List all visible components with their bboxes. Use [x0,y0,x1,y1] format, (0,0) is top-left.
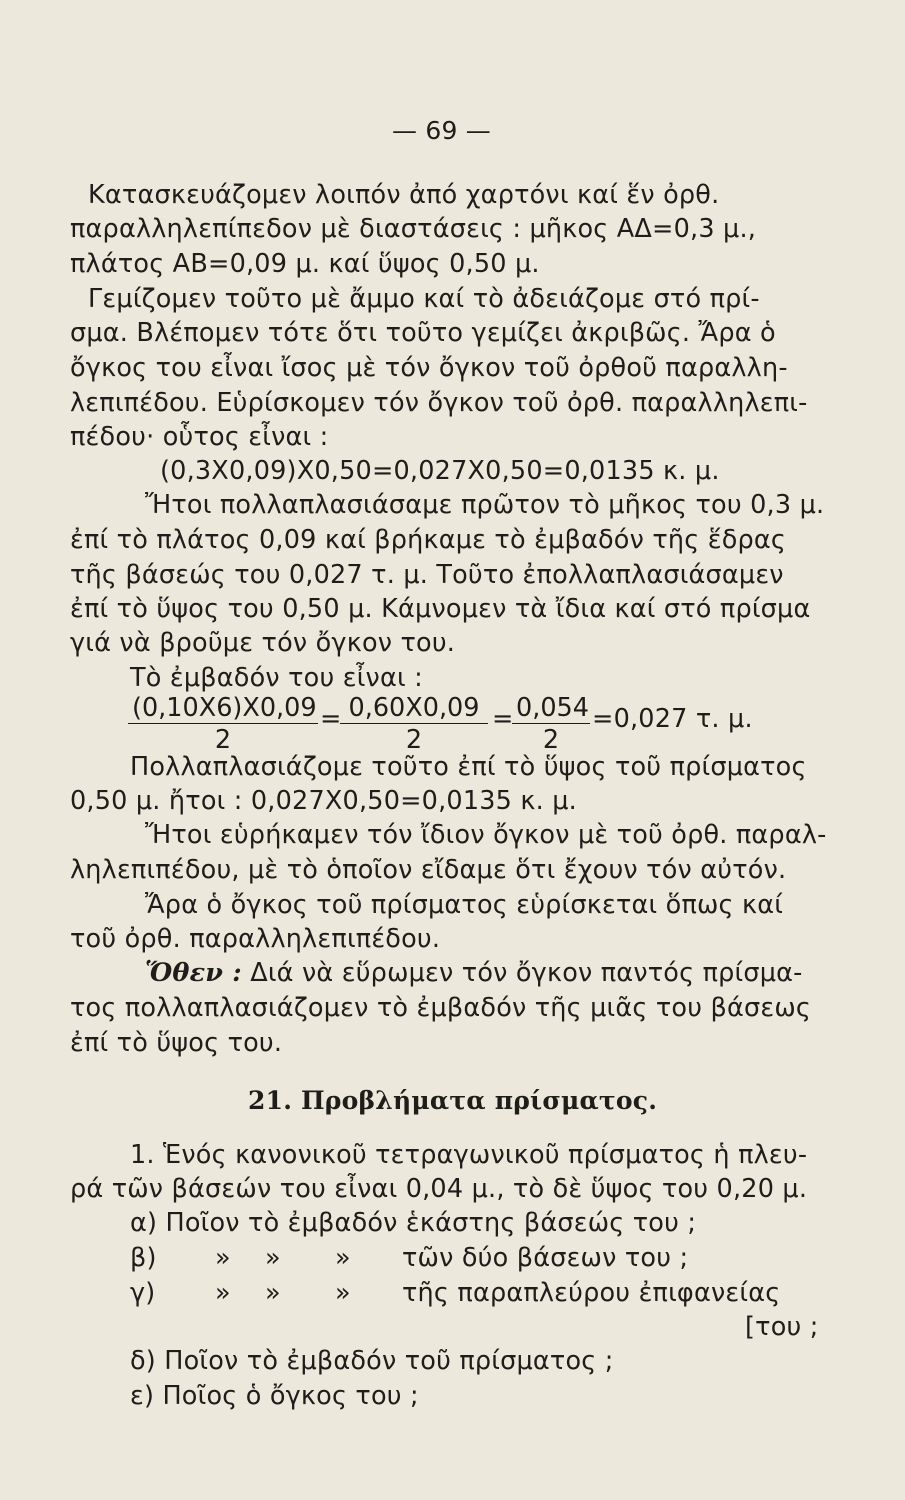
equation-line: (0,3Χ0,09)Χ0,50=0,027Χ0,50=0,0135 κ. μ. [160,456,720,486]
text-line: σμα. Βλέπομεν τότε ὅτι τοῦτο γεμίζει ἀκριβῶς. Ἄρα ὁ [70,318,776,348]
fraction-3-numerator: 0,054 [512,694,590,724]
question-a: α) Ποῖον τὸ ἐμβαδόν ἑκάστης βάσεώς του ; [130,1208,697,1238]
text-line: Ἄρα ὁ ὄγκος τοῦ πρίσματος εὑρίσκεται ὅπως καί [145,890,784,920]
fraction-1-denominator: 2 [214,725,232,755]
text-line: τος πολλαπλασιάζομεν τὸ ἐμβαδόν τῆς μιᾶς του βάσεως [70,993,812,1023]
text-line: Ἤτοι εὑρήκαμεν τόν ἴδιον ὄγκον μὲ τοῦ ὀρθ. παραλ- [145,820,827,850]
text-line: τῆς βάσεώς του 0,027 τ. μ. Τοῦτο ἐπολλαπλασιάσαμεν [70,560,784,590]
text-line-content: Κατασκευάζομεν λοιπόν ἀπό χαρτόνι καί ἕν ὀρθ. [88,180,720,210]
text-line: ἐπί τὸ ὕψος του 0,50 μ. Κάμνομεν τὰ ἴδια καί στό πρίσμα [70,594,811,624]
question-c-continuation: [του ; [745,1312,819,1342]
text-line: ὄγκος του εἶναι ἴσος μὲ τόν ὄγκον τοῦ ὀρθοῦ παραλλη- [70,353,788,383]
ditto-mark: » [265,1278,281,1308]
text-line [88,180,823,210]
question-b-text: τῶν δύο βάσεων του ; [402,1243,689,1273]
question-c-text: τῆς παραπλεύρου ἐπιφανείας [402,1278,781,1308]
problem-line: ρά τῶν βάσεών του εἶναι 0,04 μ., τὸ δὲ ὕψος του 0,20 μ. [70,1174,808,1204]
question-b-label: β) [130,1243,157,1273]
rule-line [145,958,803,988]
question-e: ε) Ποῖος ὁ ὄγκος του ; [130,1381,419,1411]
problem-line: 1. Ἑνός κανονικοῦ τετραγωνικοῦ πρίσματος ἡ πλευ- [130,1140,808,1170]
question-c-label: γ) [130,1278,156,1308]
page-number: — 69 — [392,116,491,145]
hence-text: Διά νὰ εὕρωμεν τόν ὄγκον παντός πρίσμα- [241,958,803,988]
section-heading: 21. Προβλήματα πρίσματος. [248,1086,658,1115]
text-line: Γεμίζομεν τοῦτο μὲ ἄμμο καί τὸ ἀδειάζομε στό πρί- [88,284,760,314]
ditto-mark: » [215,1278,231,1308]
text-line: Πολλαπλασιάζομε τοῦτο ἐπί τὸ ὕψος τοῦ πρίσματος [130,752,807,782]
fraction-2-denominator: 2 [405,725,423,755]
hence-word: Ὅθεν : [145,958,242,988]
fraction-2 [340,694,488,754]
text-line: παραλληλεπίπεδον μὲ διαστάσεις : μῆκος ΑΔ=0,3 μ., [70,214,757,244]
text-line: λεπιπέδου. Εὑρίσκομεν τόν ὄγκον τοῦ ὀρθ. παραλληλεπι- [70,388,808,418]
text-line: 0,50 μ. ἤτοι : 0,027Χ0,50=0,0135 κ. μ. [70,786,577,816]
ditto-mark: » [215,1243,231,1273]
text-line: πέδου· οὗτος εἶναι : [70,422,329,452]
fraction-3 [512,694,590,754]
text-line: ἐπί τὸ ὕψος του. [70,1028,283,1058]
equals-sign: = [492,704,514,734]
text-line: τοῦ ὀρθ. παραλληλεπιπέδου. [70,924,441,954]
ditto-mark: » [265,1243,281,1273]
ditto-mark: » [335,1243,351,1273]
text-line: ληλεπιπέδου, μὲ τὸ ὁποῖον εἴδαμε ὅτι ἔχουν τόν αὐτόν. [70,855,787,885]
text-line: γιά νὰ βροῦμε τόν ὄγκον του. [70,628,456,658]
text-line: πλάτος ΑΒ=0,09 μ. καί ὕψος 0,50 μ. [70,249,540,279]
text-line: ἐπί τὸ πλάτος 0,09 καί βρήκαμε τὸ ἐμβαδόν τῆς ἕδρας [70,525,787,555]
formula-result: =0,027 τ. μ. [592,704,753,734]
fraction-1 [128,694,318,754]
text-line: Ἤτοι πολλαπλασιάσαμε πρῶτον τὸ μῆκος του 0,3 μ. [145,490,825,520]
fraction-2-numerator: 0,60Χ0,09 [340,694,488,724]
question-d: δ) Ποῖον τὸ ἐμβαδόν τοῦ πρίσματος ; [130,1346,614,1376]
text-line: Τὸ ἐμβαδόν του εἶναι : [130,663,423,693]
fraction-1-numerator: (0,10Χ6)Χ0,09 [128,694,318,724]
ditto-mark: » [335,1278,351,1308]
equals-sign: = [320,704,342,734]
fraction-3-denominator: 2 [542,725,560,755]
